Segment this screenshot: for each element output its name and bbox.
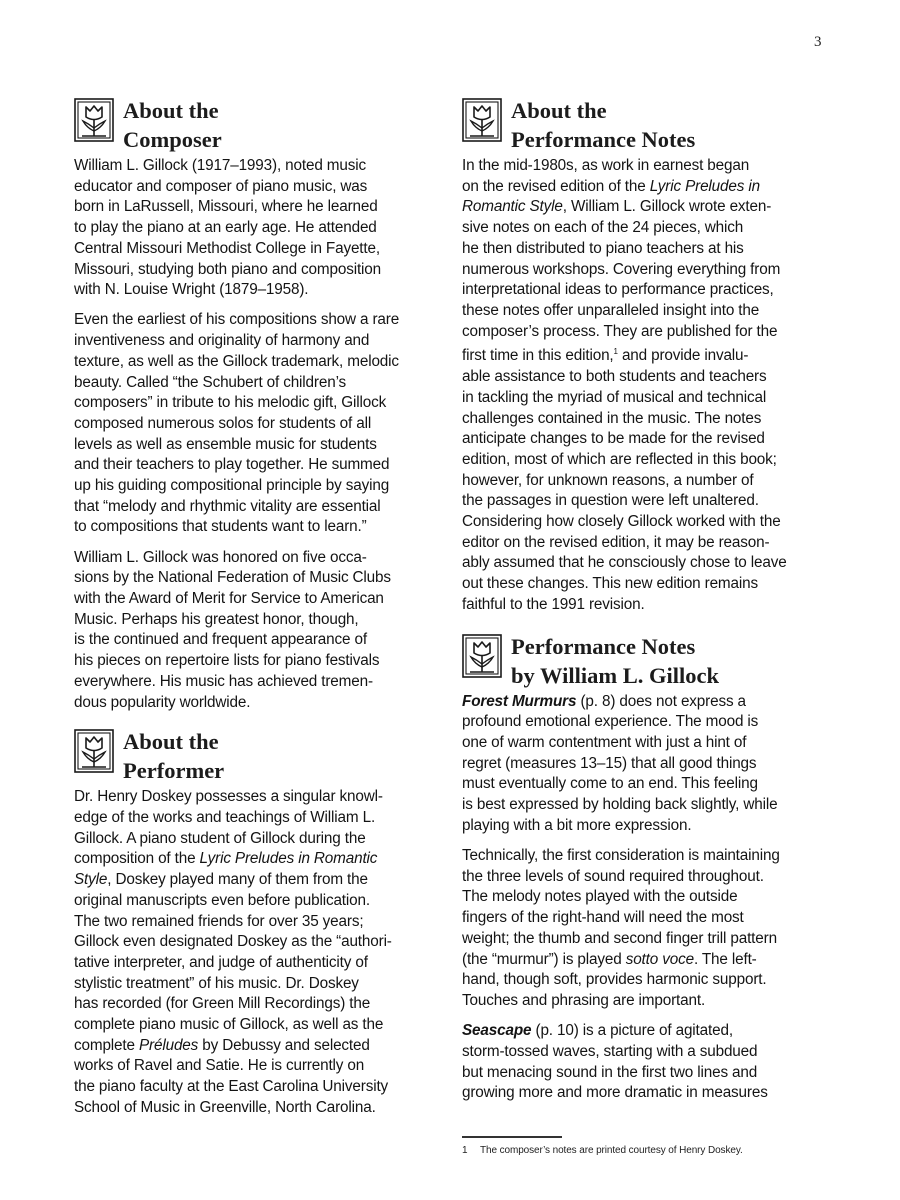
paragraph: William L. Gillock (1917–1993), noted music educator and composer of piano music, was born in LaRussell, Missouri, where he learned to play the piano at an early age. He attended Central Missouri Methodist College in Fayette, Missouri, studying both piano and composition with N. Louise Wright (1879–1958).: [74, 157, 382, 299]
text-run: (p. 8) does not express a profound emotional experience. The mood is one of warm contentment with just a hint of regret (measures 13–15) that all good things must eventually come to an end. This feeling is best expressed by holding back slightly, while playing with a bit more expression.: [462, 692, 778, 834]
text-run: , William L. Gillock wrote exten- sive notes on each of the 24 pieces, which he then distributed to piano teachers at his numerous workshops. Covering everything from interpretational ideas to performance practices, these notes offer unparalleled insight into the composer’s process. They are published for the first time in this edition,: [462, 198, 781, 365]
italic-term: sotto voce: [625, 950, 694, 968]
section-title: [511, 96, 695, 154]
section-heading: [74, 96, 432, 154]
paragraph: [462, 846, 826, 1012]
piece-title: Forest Murmurs: [462, 692, 577, 710]
section-title: [123, 96, 222, 154]
paragraph: [74, 787, 432, 1118]
section-title-line: by William L. Gillock: [511, 662, 719, 688]
text-run: and provide invalu- able assistance to both students and teachers in tackling the myriad of musical and technical challenges contained in the music. The notes anticipate changes to be made for the revised edition, most of which are reflected in this book; however, for unknown reasons, a number of the passages in question were left unaltered. Considering how closely Gillock worked with the editor on the revised edition, it may be reason- ably assumed that he consciously chose to leave out these changes. This new edition remains faithful to the 1991 revision.: [462, 347, 787, 613]
section-title-line: About the: [123, 98, 219, 123]
piece-title: Seascape: [462, 1022, 532, 1040]
text-run: Dr. Henry Doskey possesses a singular knowl- edge of the works and teachings of William L. Gillock. A piano student of Gillock during the composition of the: [74, 788, 383, 868]
italic-title: Lyric Preludes in Romantic Style: [462, 177, 760, 216]
text-run: In the mid-1980s, as work in earnest began on the revised edition of the: [462, 157, 750, 195]
section-about-performance-notes: [462, 96, 826, 616]
section-about-performer: [74, 727, 432, 1118]
footnote-reference[interactable]: 1: [613, 347, 618, 357]
text-run: . The left- hand, though soft, provides harmonic support. Touches and phrasing are important.: [462, 950, 767, 1009]
page-number: 3: [814, 34, 822, 50]
footnote-number: 1: [462, 1145, 468, 1156]
section-performance-notes: [462, 632, 826, 1104]
section-heading: [74, 727, 432, 785]
paragraph: [462, 692, 826, 837]
section-title-line: Composer: [123, 127, 222, 152]
paragraph: William L. Gillock was honored on five occa- sions by the National Federation of Music Clubs with the Award of Merit for Service to American Music. Perhaps his greatest honor, though, is the continued and frequent appearance of his pieces on repertoire lists for piano festivals everywhere. His music has achieved tremen- dous popularity worldwide.: [74, 548, 391, 711]
left-column: [74, 96, 432, 1128]
footnote-text: The composer’s notes are printed courtesy of Henry Doskey.: [480, 1145, 743, 1156]
section-title-line: About the: [123, 729, 219, 755]
section-heading: [462, 632, 826, 690]
text-run: by Debussy and selected works of Ravel and Satie. He is currently on the piano faculty at the East Carolina University School of Music in Greenville, North Carolina.: [74, 1036, 389, 1116]
section-title-line: Performance Notes: [511, 633, 696, 659]
section-title-line: About the: [511, 98, 607, 123]
italic-title: Lyric Preludes in Romantic Style: [74, 850, 378, 889]
text-run: (p. 10) is a picture of agitated, storm-tossed waves, starting with a subdued but menacing sound in the first two lines and growing more and more dramatic in measures: [462, 1022, 768, 1102]
paragraph: [462, 156, 826, 616]
section-about-composer: [74, 96, 432, 713]
text-run: Technically, the first consideration is maintaining the three levels of sound required throughout. The melody notes played with the outside fingers of the right-hand will need the most weight; the thumb and second finger trill pattern (the “murmur”) is played: [462, 846, 780, 968]
section-heading: [462, 96, 826, 154]
section-title: [511, 632, 719, 690]
tulip-ornament-icon: [462, 98, 502, 142]
italic-title: Préludes: [138, 1036, 199, 1054]
tulip-ornament-icon: [74, 729, 114, 773]
section-title: [123, 727, 224, 785]
section-title-line: Performer: [123, 758, 225, 784]
tulip-ornament-icon: [462, 634, 502, 678]
text-run: , Doskey played many of them from the original manuscripts even before publication. The two remained friends for over 35 years; Gillock even designated Doskey as the “authori- tative interpreter, and judge of authenticity of stylistic treatment” of his music. Dr. Doskey has recorded (for Green Mill Recordings) the complete piano music of Gillock, as well as the complete: [74, 871, 392, 1054]
right-column: [462, 96, 826, 1113]
paragraph: Even the earliest of his compositions show a rare inventiveness and originality of harmony and texture, as well as the Gillock trademark, melodic beauty. Called “the Schubert of children’s composers” in tribute to his melodic gift, Gillock composed numerous solos for students of all levels as well as ensemble music for students and their teachers to play together. He summed up his guiding compositional principle by saying that “melody and rhythmic vitality are essential to compositions that students want to learn.”: [74, 311, 400, 536]
tulip-ornament-icon: [74, 98, 114, 142]
footnote-divider: [462, 1136, 562, 1138]
paragraph: [462, 1021, 826, 1104]
footnote: [462, 1145, 743, 1156]
section-title-line: Performance Notes: [511, 127, 696, 152]
